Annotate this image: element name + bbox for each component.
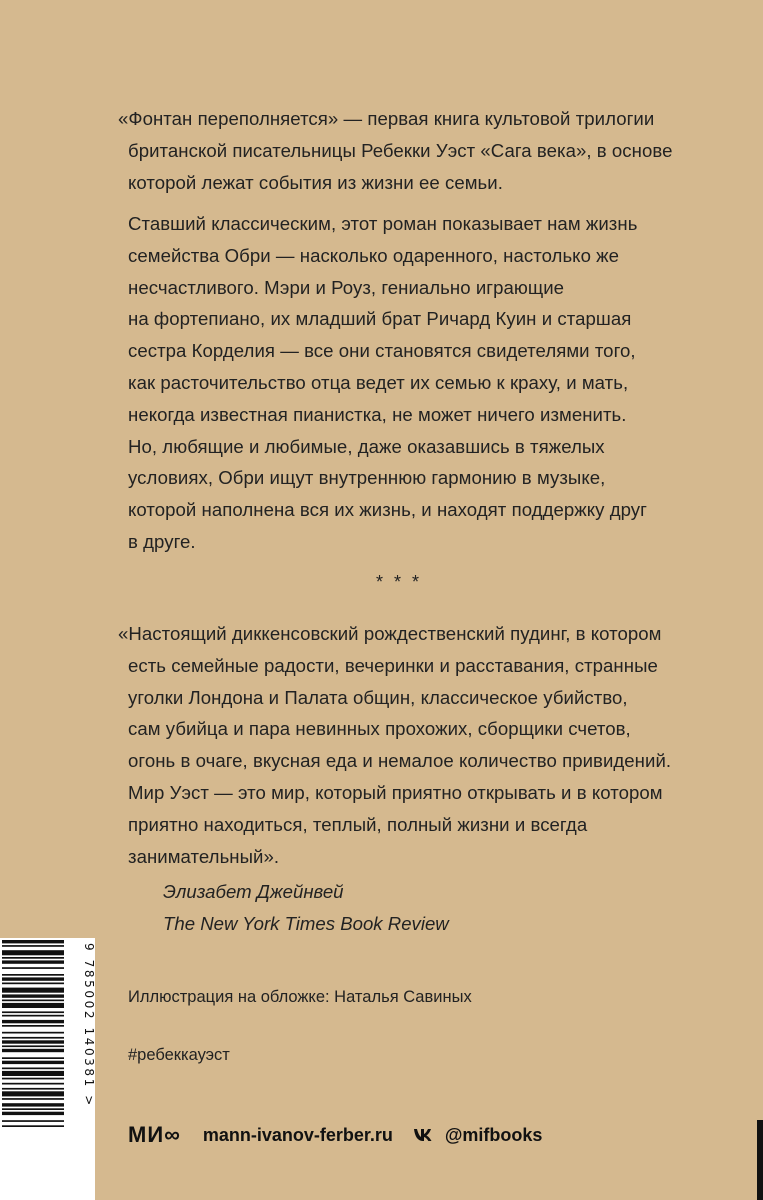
barcode-bar [2,1025,64,1027]
barcode-bar [2,940,64,943]
blurb-paragraph-1 [118,103,673,198]
barcode-bar [2,1088,64,1090]
text-line: несчастливого. Мэри и Роуз, гениально играющие [128,276,565,298]
barcode-bar [2,1071,64,1076]
text-line: уголки Лондона и Палата общин, классическое убийство, [128,686,628,708]
text-line: Но, любящие и любимые, даже оказавшись в тяжелых [128,435,605,457]
quote-author: Элизабет Джейнвей [163,881,344,902]
barcode-bar [2,1125,64,1127]
text-line: как расточительство отца ведет их семью к краху, и мать, [128,371,629,393]
text-line: есть семейные радости, вечеринки и расставания, странные [128,654,658,676]
barcode-bar [2,974,64,976]
barcode-bar [2,1040,64,1043]
barcode-bar [2,960,64,963]
blurb-paragraph-2 [128,208,668,558]
text-line: на фортепиано, их младший брат Ричард Куин и старшая [128,308,632,330]
barcode-bar [2,1045,64,1047]
quote-source: The New York Times Book Review [163,913,449,934]
text-line: которой наполнена вся их жизнь, и находят поддержку друг [128,499,647,521]
text-line: сестра Корделия — все они становятся свидетелями того, [128,340,636,362]
barcode-bar [2,950,64,955]
isbn-number: 9 785002 140381 > [82,943,96,1108]
text-line: Мир Уэст — это мир, который приятно открывать и в котором [128,781,663,803]
barcode-bar [2,967,64,969]
barcode-bar [2,977,64,980]
text-line: сам убийца и пара невинных прохожих, сборщики счетов, [128,718,631,740]
vk-icon[interactable] [413,1128,435,1142]
barcode-bar [2,1020,64,1023]
text-line: условиях, Обри ищут внутреннюю гармонию в музыке, [128,467,606,489]
barcode-bar [2,1057,64,1059]
text-line: некогда известная пианистка, не может ничего изменить. [128,403,627,425]
social-handle[interactable]: @mifbooks [444,1124,543,1145]
publisher-footer [128,1120,542,1150]
barcode-bar [2,1049,64,1052]
barcode-bar [2,1003,64,1008]
barcode-bar [2,983,64,985]
barcode-bar [2,1091,64,1096]
barcode-bar [2,1078,64,1080]
hashtag: #ребеккауэст [128,1046,230,1064]
barcode-bar [2,1032,64,1034]
barcode-bar [2,988,64,993]
edge-strip [757,1120,763,1200]
barcode-bars [2,940,80,1198]
barcode-bar [2,1108,64,1110]
text-line: британской писательницы Ребекки Уэст «Сага века», в основе [128,139,673,161]
website-link[interactable]: mann-ivanov-ferber.ru [202,1124,393,1145]
publisher-logo: МИ∞ [128,1122,181,1147]
barcode-bar [2,1015,64,1017]
barcode-bar [2,1037,64,1039]
barcode-bar [2,957,64,959]
text-line: «Настоящий диккенсовский рождественский пудинг, в котором [118,623,662,644]
text-line: «Фонтан переполняется» — первая книга культовой трилогии [118,108,655,129]
text-line: Ставший классическим, этот роман показывает нам жизнь [128,213,638,234]
barcode-bar [2,1061,64,1064]
barcode-bar [2,1098,64,1100]
isbn-barcode [0,938,95,1200]
barcode-bar [2,1000,64,1002]
text-line: в друге. [128,530,196,552]
text-line: огонь в очаге, вкусная еда и немалое количество привидений. [128,750,672,772]
text-line: приятно находиться, теплый, полный жизни и всегда [128,813,588,835]
section-separator: * * * [376,572,423,592]
barcode-bar [2,1120,64,1122]
barcode-bar [2,994,64,997]
text-line: занимательный». [128,845,280,867]
illustration-credit: Иллюстрация на обложке: Наталья Савиных [128,988,472,1006]
barcode-bar [2,1011,64,1013]
barcode-bar [2,1068,64,1070]
text-line: семейства Обри — насколько одаренного, настолько же [128,244,620,266]
barcode-bar [2,1083,64,1085]
barcode-bar [2,1112,64,1115]
review-quote [118,618,672,872]
barcode-bar [2,1103,64,1106]
barcode-bar [2,945,64,947]
text-line: которой лежат события из жизни ее семьи. [128,171,503,193]
